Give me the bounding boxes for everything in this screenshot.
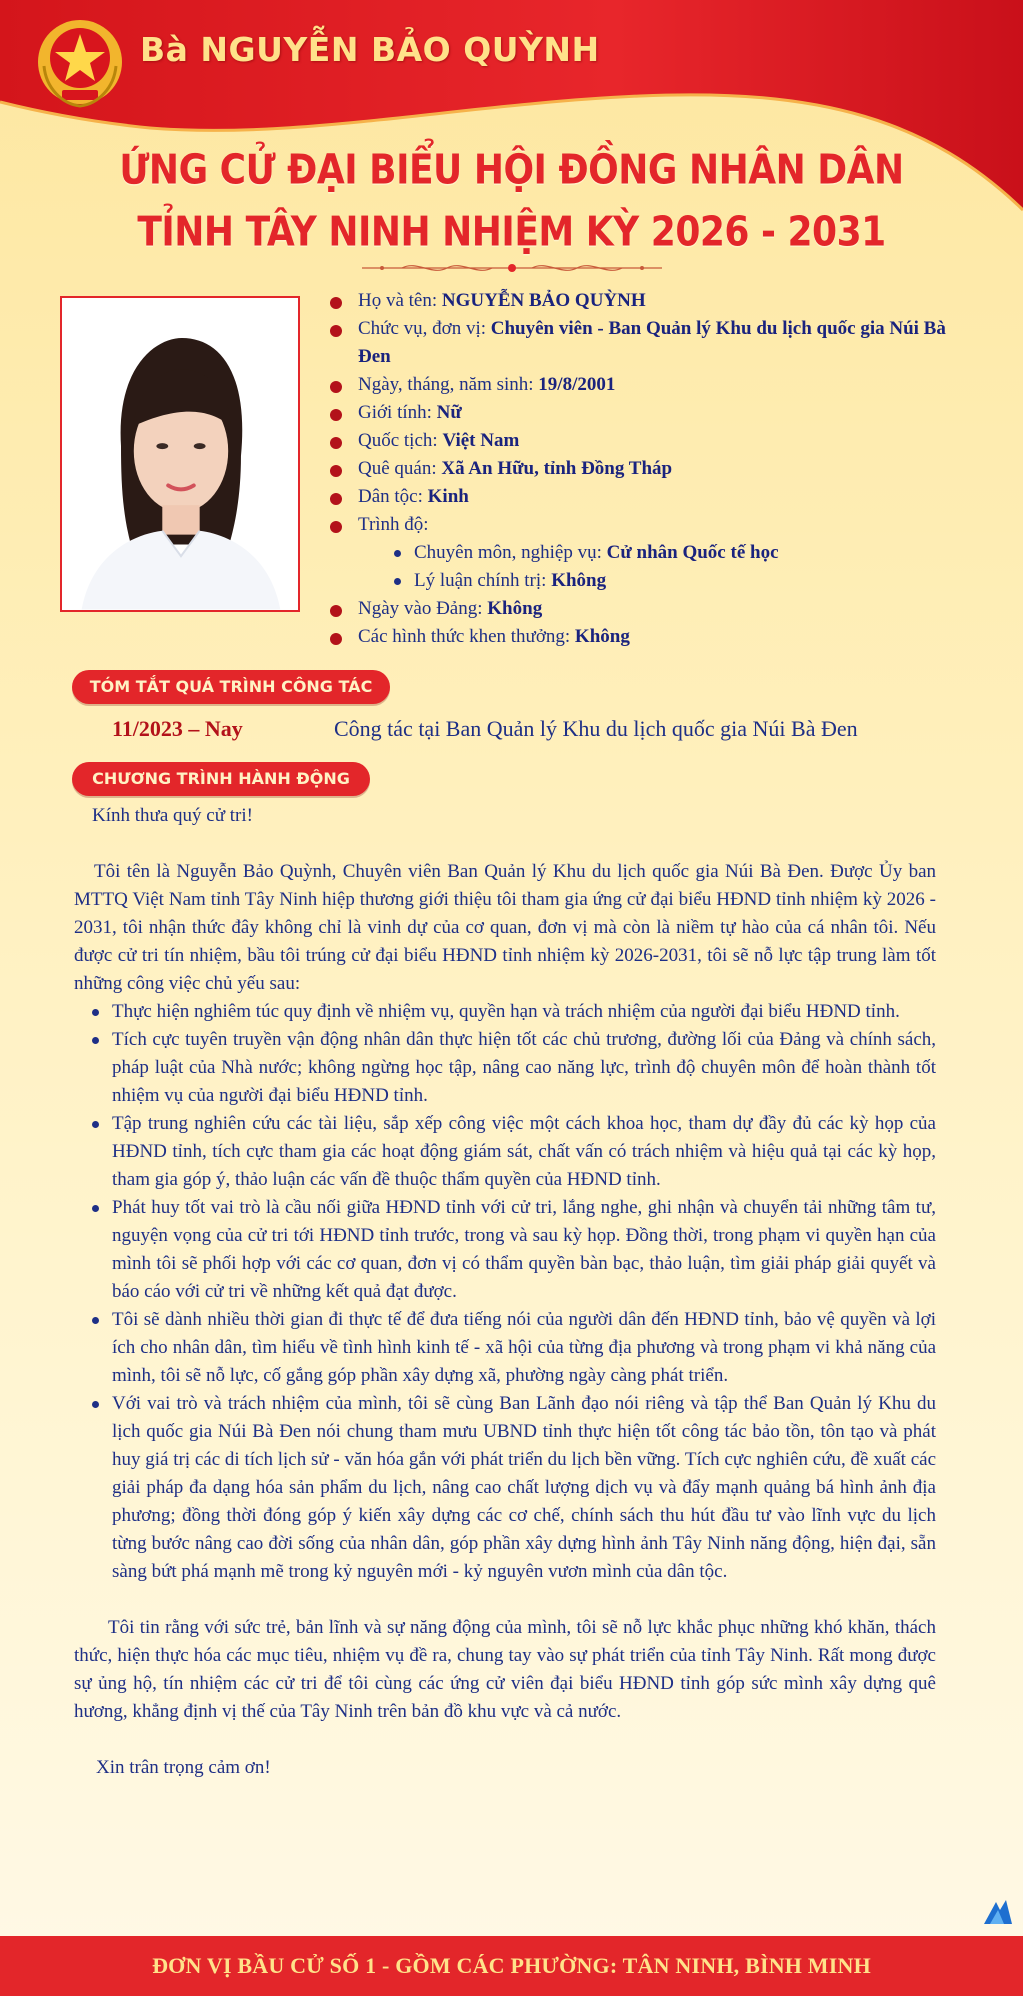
work-summary-heading: TÓM TẮT QUÁ TRÌNH CÔNG TÁC (72, 670, 390, 704)
profile-item-nationality: Quốc tịch: Việt Nam (330, 427, 970, 455)
ethnicity-value: Kinh (427, 486, 469, 507)
publisher-logo-icon (982, 1896, 1014, 1928)
full-name-value: NGUYỄN BẢO QUỲNH (441, 290, 646, 311)
party-date-value: Không (487, 598, 543, 619)
divider-ornament (362, 258, 662, 278)
thanks-text: Xin trân trọng cảm ơn! (96, 1757, 271, 1778)
list-item: Tập trung nghiên cứu các tài liệu, sắp xếp công việc một cách khoa học, tham dự đầy đủ các kỳ họp của HĐND tỉnh, tích cực tham gia các hoạt động giám sát, chất vấn có trách nhiệm và hiệu quả tại các kỳ họp, tham gia góp ý, thảo luận các vấn đề thuộc thẩm quyền của HĐND tỉnh. (74, 1110, 936, 1194)
profile-item-position: Chức vụ, đơn vị: Chuyên viên - Ban Quản lý Khu du lịch quốc gia Núi Bà Đen (330, 315, 970, 371)
profile-item-education: Trình độ: Chuyên môn, nghiệp vụ: Cử nhân Quốc tế học Lý luận chính trị: Không (330, 511, 970, 595)
greeting: Kính thưa quý cử tri! (92, 805, 253, 826)
footer-bar (0, 1936, 1023, 1996)
profile-item-birthdate: Ngày, tháng, năm sinh: 19/8/2001 (330, 371, 970, 399)
national-emblem-icon (32, 16, 128, 112)
profile-item-ethnicity: Dân tộc: Kinh (330, 483, 970, 511)
page-title (0, 140, 1023, 264)
work-period: 11/2023 – Nay (112, 716, 243, 741)
list-item: Thực hiện nghiêm túc quy định về nhiệm vụ, quyền hạn và trách nhiệm của người đại biểu HĐND tỉnh. (74, 998, 936, 1026)
profile-item-party-date: Ngày vào Đảng: Không (330, 595, 970, 623)
list-item: Tích cực tuyên truyền vận động nhân dân thực hiện tốt các chủ trương, đường lối của Đảng và chính sách, pháp luật của Nhà nước; không ngừng học tập, nâng cao năng lực, trình độ chuyên môn để hoàn thành tốt nhiệm vụ của người đại biểu HĐND tỉnh. (74, 1026, 936, 1110)
hometown-value: Xã An Hữu, tỉnh Đồng Tháp (441, 458, 673, 479)
profile-item-name: Họ và tên: NGUYỄN BẢO QUỲNH (330, 287, 970, 315)
awards-value: Không (574, 626, 630, 647)
education-item-specialty: Chuyên môn, nghiệp vụ: Cử nhân Quốc tế học (394, 539, 970, 567)
action-program-heading: CHƯƠNG TRÌNH HÀNH ĐỘNG (72, 762, 370, 796)
position-value: Chuyên viên - Ban Quản lý Khu du lịch quốc gia Núi Bà Đen (358, 318, 946, 367)
footer-text: ĐƠN VỊ BẦU CỬ SỐ 1 - GỒM CÁC PHƯỜNG: TÂN NINH, BÌNH MINH (152, 1953, 871, 1978)
action-list (74, 998, 936, 1586)
title-line-2: TỈNH TÂY NINH NHIỆM KỲ 2026 - 2031 (137, 208, 886, 256)
candidate-photo (60, 296, 300, 612)
title-line-1: ỨNG CỬ ĐẠI BIỂU HỘI ĐỒNG NHÂN DÂN (119, 146, 904, 194)
profile-info-list (330, 287, 970, 651)
gender-value: Nữ (436, 402, 462, 423)
action-program-body (74, 802, 936, 1782)
list-item: Tôi sẽ dành nhiều thời gian đi thực tế để đưa tiếng nói của người dân đến HĐND tỉnh, bảo vệ quyền và lợi ích cho nhân dân, tìm hiểu về tình hình kinh tế - xã hội của từng địa phương và trong phạm vi khả năng của mình, tôi sẽ nỗ lực, cố gắng góp phần xây dựng xã, phường ngày càng phát triển. (74, 1306, 936, 1390)
profile-item-awards: Các hình thức khen thưởng: Không (330, 623, 970, 651)
list-item: Phát huy tốt vai trò là cầu nối giữa HĐND tỉnh với cử tri, lắng nghe, ghi nhận và chuyển tải những tâm tư, nguyện vọng của cử tri tới HĐND tỉnh trước, trong và sau kỳ họp. Đồng thời, trong phạm vi quyền hạn của mình tôi sẽ phối hợp với các cơ quan, đơn vị có thẩm quyền bàn bạc, thảo luận, tìm giải pháp giải quyết và báo cáo với cử tri về những kết quả đạt được. (74, 1194, 936, 1306)
education-item-politics: Lý luận chính trị: Không (394, 567, 970, 595)
portrait-image (62, 298, 298, 610)
intro-paragraph: Tôi tên là Nguyễn Bảo Quỳnh, Chuyên viên Ban Quản lý Khu du lịch quốc gia Núi Bà Đen. Được Ủy ban MTTQ Việt Nam tỉnh Tây Ninh hiệp thương giới thiệu tôi tham gia ứng cử đại biểu HĐND tỉnh nhiệm kỳ 2026 - 2031, tôi nhận thức đây không chỉ là vinh dự của cơ quan, đơn vị mà còn là niềm tự hào của cá nhân tôi. Nếu được cử tri tín nhiệm, bầu tôi trúng cử đại biểu HĐND tỉnh nhiệm kỳ 2026-2031, tôi sẽ nỗ lực tập trung làm tốt những công việc chủ yếu sau: (74, 861, 936, 994)
profile-item-gender: Giới tính: Nữ (330, 399, 970, 427)
birthdate-value: 19/8/2001 (538, 374, 616, 395)
list-item: Với vai trò và trách nhiệm của mình, tôi sẽ cùng Ban Lãnh đạo nói riêng và tập thể Ban Quản lý Khu du lịch quốc gia Núi Bà Đen nói chung tham mưu UBND tỉnh thực hiện tốt công tác bảo tồn, tôn tạo và phát huy giá trị các di tích lịch sử - văn hóa gắn với phát triển du lịch bền vững. Tích cực nghiên cứu, đề xuất các giải pháp đa dạng hóa sản phẩm du lịch, nâng cao chất lượng dịch vụ và đẩy mạnh quảng bá hình ảnh địa phương; đồng thời đóng góp ý kiến xây dựng các cơ chế, chính sách thu hút đầu tư vào lĩnh vực du lịch từng bước nâng cao đời sống của nhân dân, góp phần xây dựng hình ảnh Tây Ninh năng động, hiện đại, sẵn sàng bứt phá mạnh mẽ trong kỷ nguyên mới - kỷ nguyên vươn mình của dân tộc. (74, 1390, 936, 1586)
profile-item-hometown: Quê quán: Xã An Hữu, tỉnh Đồng Tháp (330, 455, 970, 483)
closing-paragraph: Tôi tin rằng với sức trẻ, bản lĩnh và sự năng động của mình, tôi sẽ nỗ lực khắc phục những khó khăn, thách thức, hiện thực hóa các mục tiêu, nhiệm vụ đề ra, chung tay vào sự phát triển của tỉnh Tây Ninh. Rất mong được sự ủng hộ, tín nhiệm các cử tri để tôi cùng các ứng cử viên đại biểu HĐND tỉnh góp sức mình xây dựng quê hương, khẳng định vị thế của Tây Ninh trên bản đồ khu vực và cả nước. (74, 1617, 936, 1722)
work-description: Công tác tại Ban Quản lý Khu du lịch quốc gia Núi Bà Đen (334, 716, 858, 741)
nationality-value: Việt Nam (442, 430, 520, 451)
candidate-name: Bà NGUYỄN BẢO QUỲNH (140, 30, 600, 69)
education-sub-list (358, 539, 970, 595)
